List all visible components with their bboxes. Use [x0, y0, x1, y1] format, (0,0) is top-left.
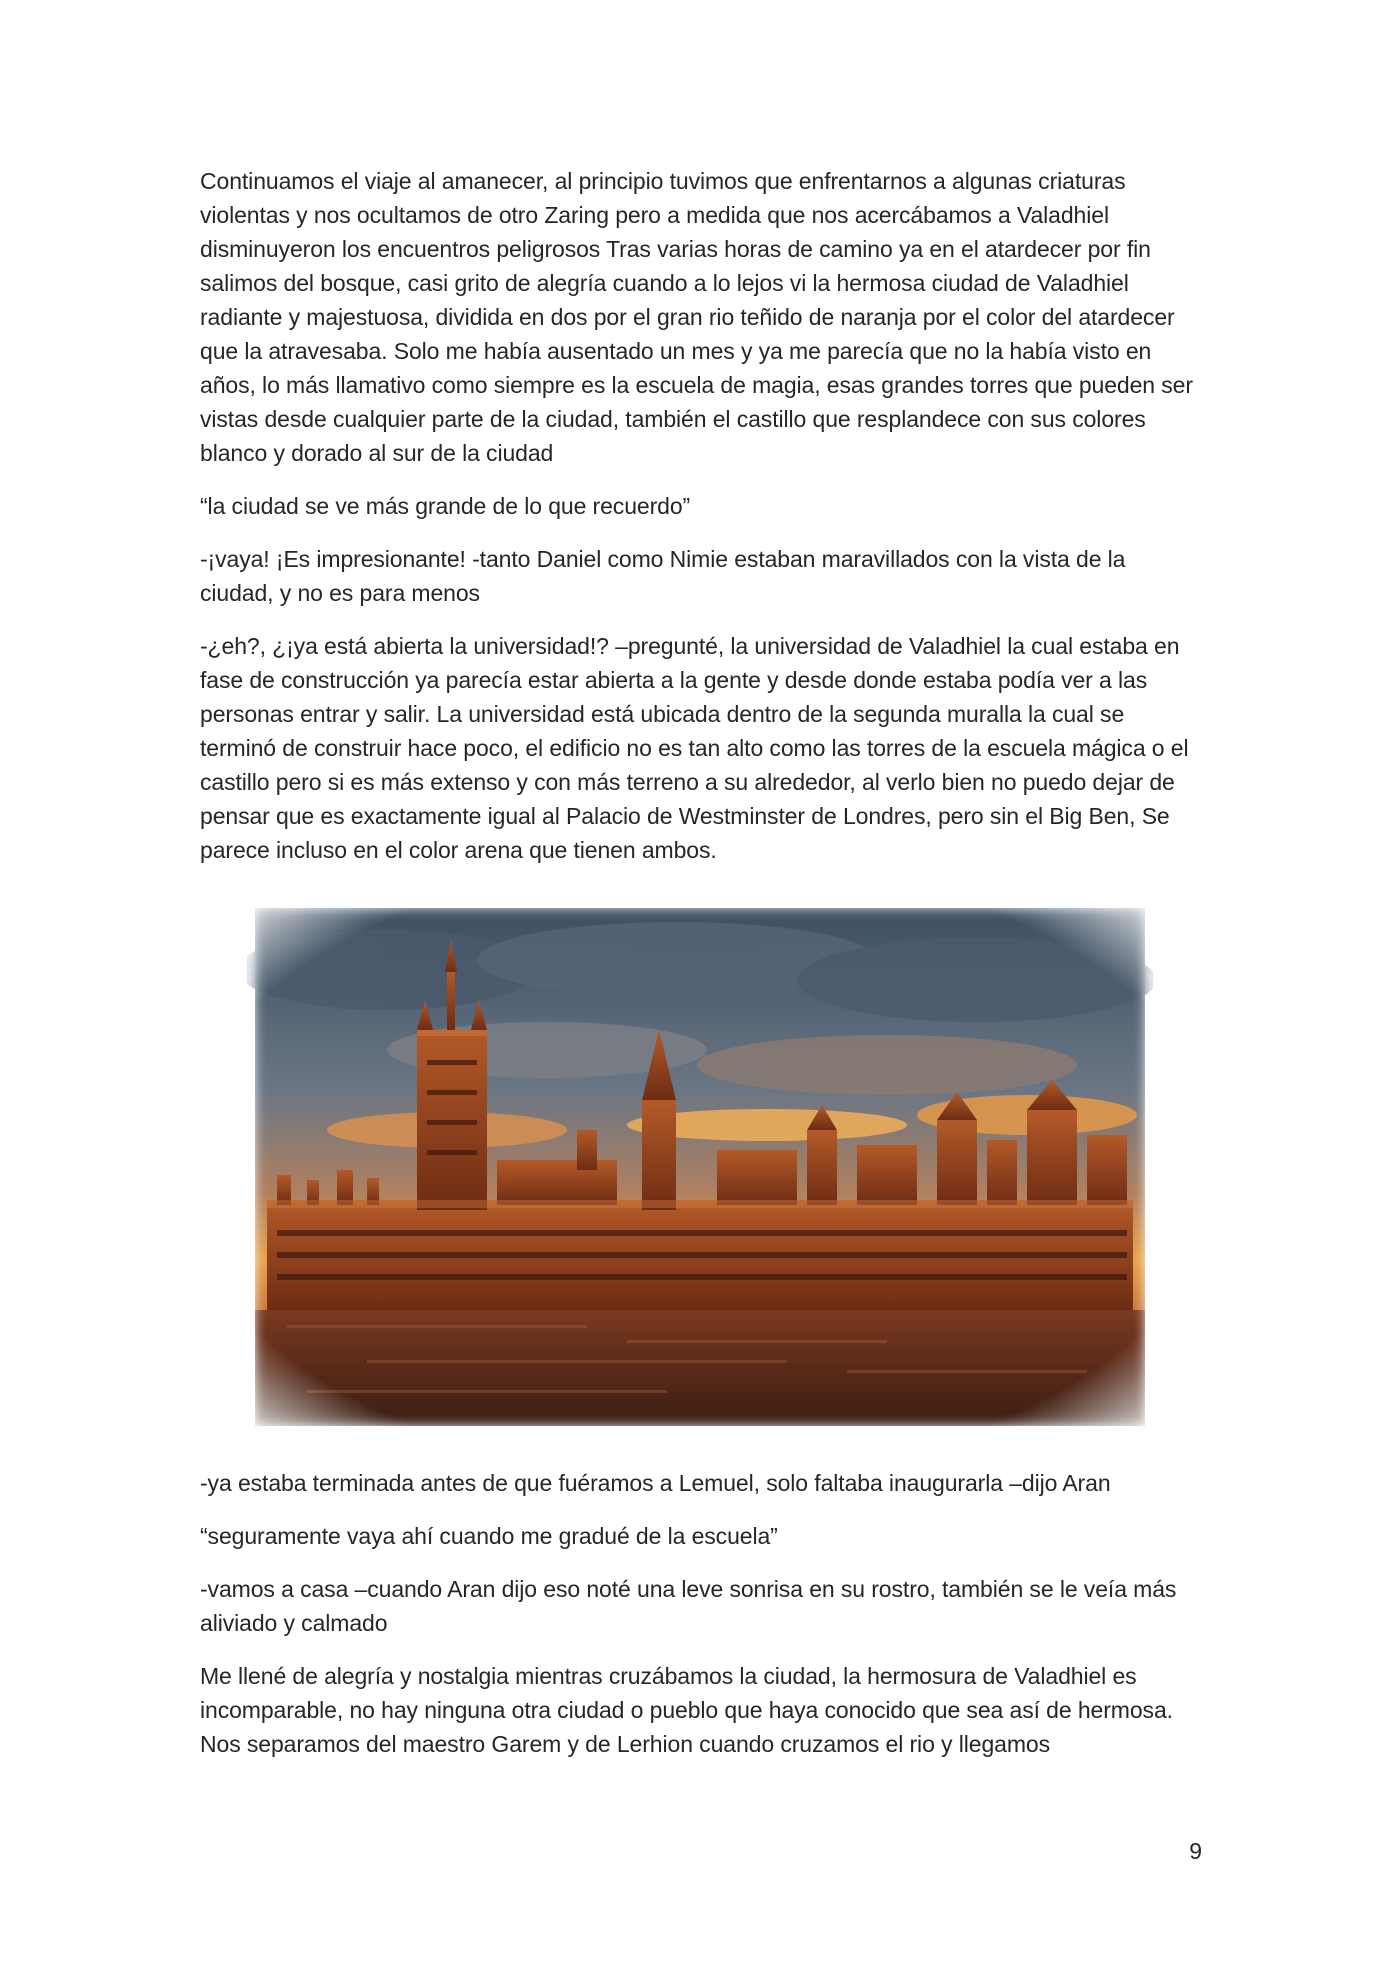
page-number: 9 [1189, 1838, 1202, 1864]
photo-vignette [247, 900, 1153, 1434]
paragraph: Continuamos el viaje al amanecer, al principio tuvimos que enfrentarnos a algunas criaturas violentas y nos ocultamos de otro Zaring pero a medida que nos acercábamos a Valadhiel disminuyeron los encuentros peligrosos Tras varias horas de camino ya en el atardecer por fin salimos del bosque, casi grito de alegría cuando a lo lejos vi la hermosa ciudad de Valadhiel radiante y majestuosa, dividida en dos por el gran rio teñido de naranja por el color del atardecer que la atravesaba. Solo me había ausentado un mes y ya me parecía que no la había visto en años, lo más llamativo como siempre es la escuela de magia, esas grandes torres que pueden ser vistas desde cualquier parte de la ciudad, también el castillo que resplandece con sus colores blanco y dorado al sur de la ciudad [200, 168, 1193, 466]
paragraph: -¡vaya! ¡Es impresionante! -tanto Daniel como Nimie estaban maravillados con la vista de la ciudad, y no es para menos [200, 546, 1126, 606]
paragraph: Me llené de alegría y nostalgia mientras cruzábamos la ciudad, la hermosura de Valadhiel es incomparable, no hay ninguna otra ciudad o pueblo que haya conocido que sea así de hermosa. Nos separamos del maestro Garem y de Lerhion cuando cruzamos el rio y llegamos [200, 1663, 1173, 1757]
text-block-top [200, 164, 1200, 886]
paragraph: “la ciudad se ve más grande de lo que recuerdo” [200, 493, 691, 519]
paragraph: -vamos a casa –cuando Aran dijo eso noté una leve sonrisa en su rostro, también se le veía más aliviado y calmado [200, 1576, 1177, 1636]
text-block-bottom [200, 1466, 1200, 1780]
palace-at-sunset-photo [247, 900, 1153, 1434]
palace-photo [247, 900, 1153, 1434]
paragraph: -ya estaba terminada antes de que fuéramos a Lemuel, solo faltaba inaugurarla –dijo Aran [200, 1470, 1111, 1496]
paragraph: “seguramente vaya ahí cuando me gradué de la escuela” [200, 1523, 778, 1549]
paragraph: -¿eh?, ¿¡ya está abierta la universidad!? –pregunté, la universidad de Valadhiel la cual estaba en fase de construcción ya parecía estar abierta a la gente y desde donde estaba podía ver a las personas entrar y salir. La universidad está ubicada dentro de la segunda muralla la cual se terminó de construir hace poco, el edificio no es tan alto como las torres de la escuela mágica o el castillo pero si es más extenso y con más terreno a su alrededor, al verlo bien no puedo dejar de pensar que es exactamente igual al Palacio de Westminster de Londres, pero sin el Big Ben, Se parece incluso en el color arena que tienen ambos. [200, 633, 1189, 863]
